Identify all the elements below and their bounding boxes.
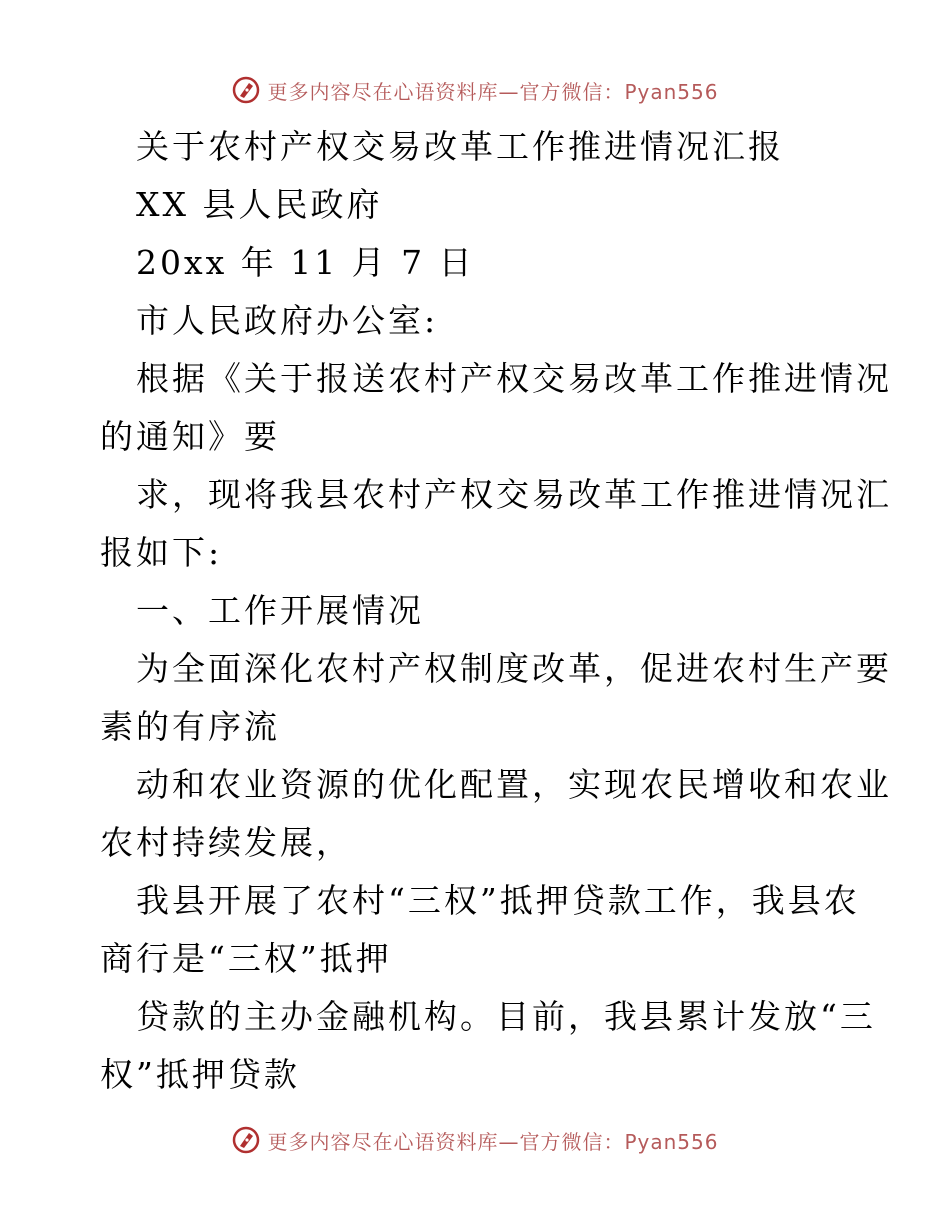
section-heading: 一、工作开展情况: [136, 591, 424, 630]
paragraph-line: 权”抵押贷款: [100, 1055, 300, 1094]
paragraph-line: 我县开展了农村“三权”抵押贷款工作，我县农: [136, 881, 860, 920]
paragraph-line: 求，现将我县农村产权交易改革工作推进情况汇: [136, 475, 892, 514]
paragraph-line: 贷款的主办金融机构。目前，我县累计发放“三: [136, 997, 876, 1036]
paragraph-line: 报如下:: [100, 533, 223, 572]
paragraph-line: 根据《关于报送农村产权交易改革工作推进情况: [136, 359, 892, 398]
date-line: 20xx 年 11 月 7 日: [136, 243, 475, 282]
header-banner-text: 更多内容尽在心语资料库—官方微信：Pyan556: [267, 79, 719, 104]
footer-banner-text: 更多内容尽在心语资料库—官方微信：Pyan556: [267, 1129, 719, 1154]
recipient-line: 市人民政府办公室:: [136, 301, 439, 340]
footer-banner: [0, 1120, 950, 1160]
paragraph-line: 素的有序流: [100, 707, 280, 746]
issuer-line: XX 县人民政府: [136, 185, 383, 224]
document-body: [100, 118, 892, 1104]
paragraph-line: 为全面深化农村产权制度改革，促进农村生产要: [136, 649, 892, 688]
paragraph-line: 动和农业资源的优化配置，实现农民增收和农业: [136, 765, 892, 804]
paragraph-line: 商行是“三权”抵押: [100, 939, 392, 978]
pen-nib-logo-icon: [231, 1125, 261, 1155]
paragraph-line: 农村持续发展，: [100, 823, 352, 862]
header-banner: [0, 70, 950, 110]
paragraph-line: 的通知》要: [100, 417, 280, 456]
document-title: 关于农村产权交易改革工作推进情况汇报: [136, 127, 784, 166]
pen-nib-logo-icon: [231, 75, 261, 105]
